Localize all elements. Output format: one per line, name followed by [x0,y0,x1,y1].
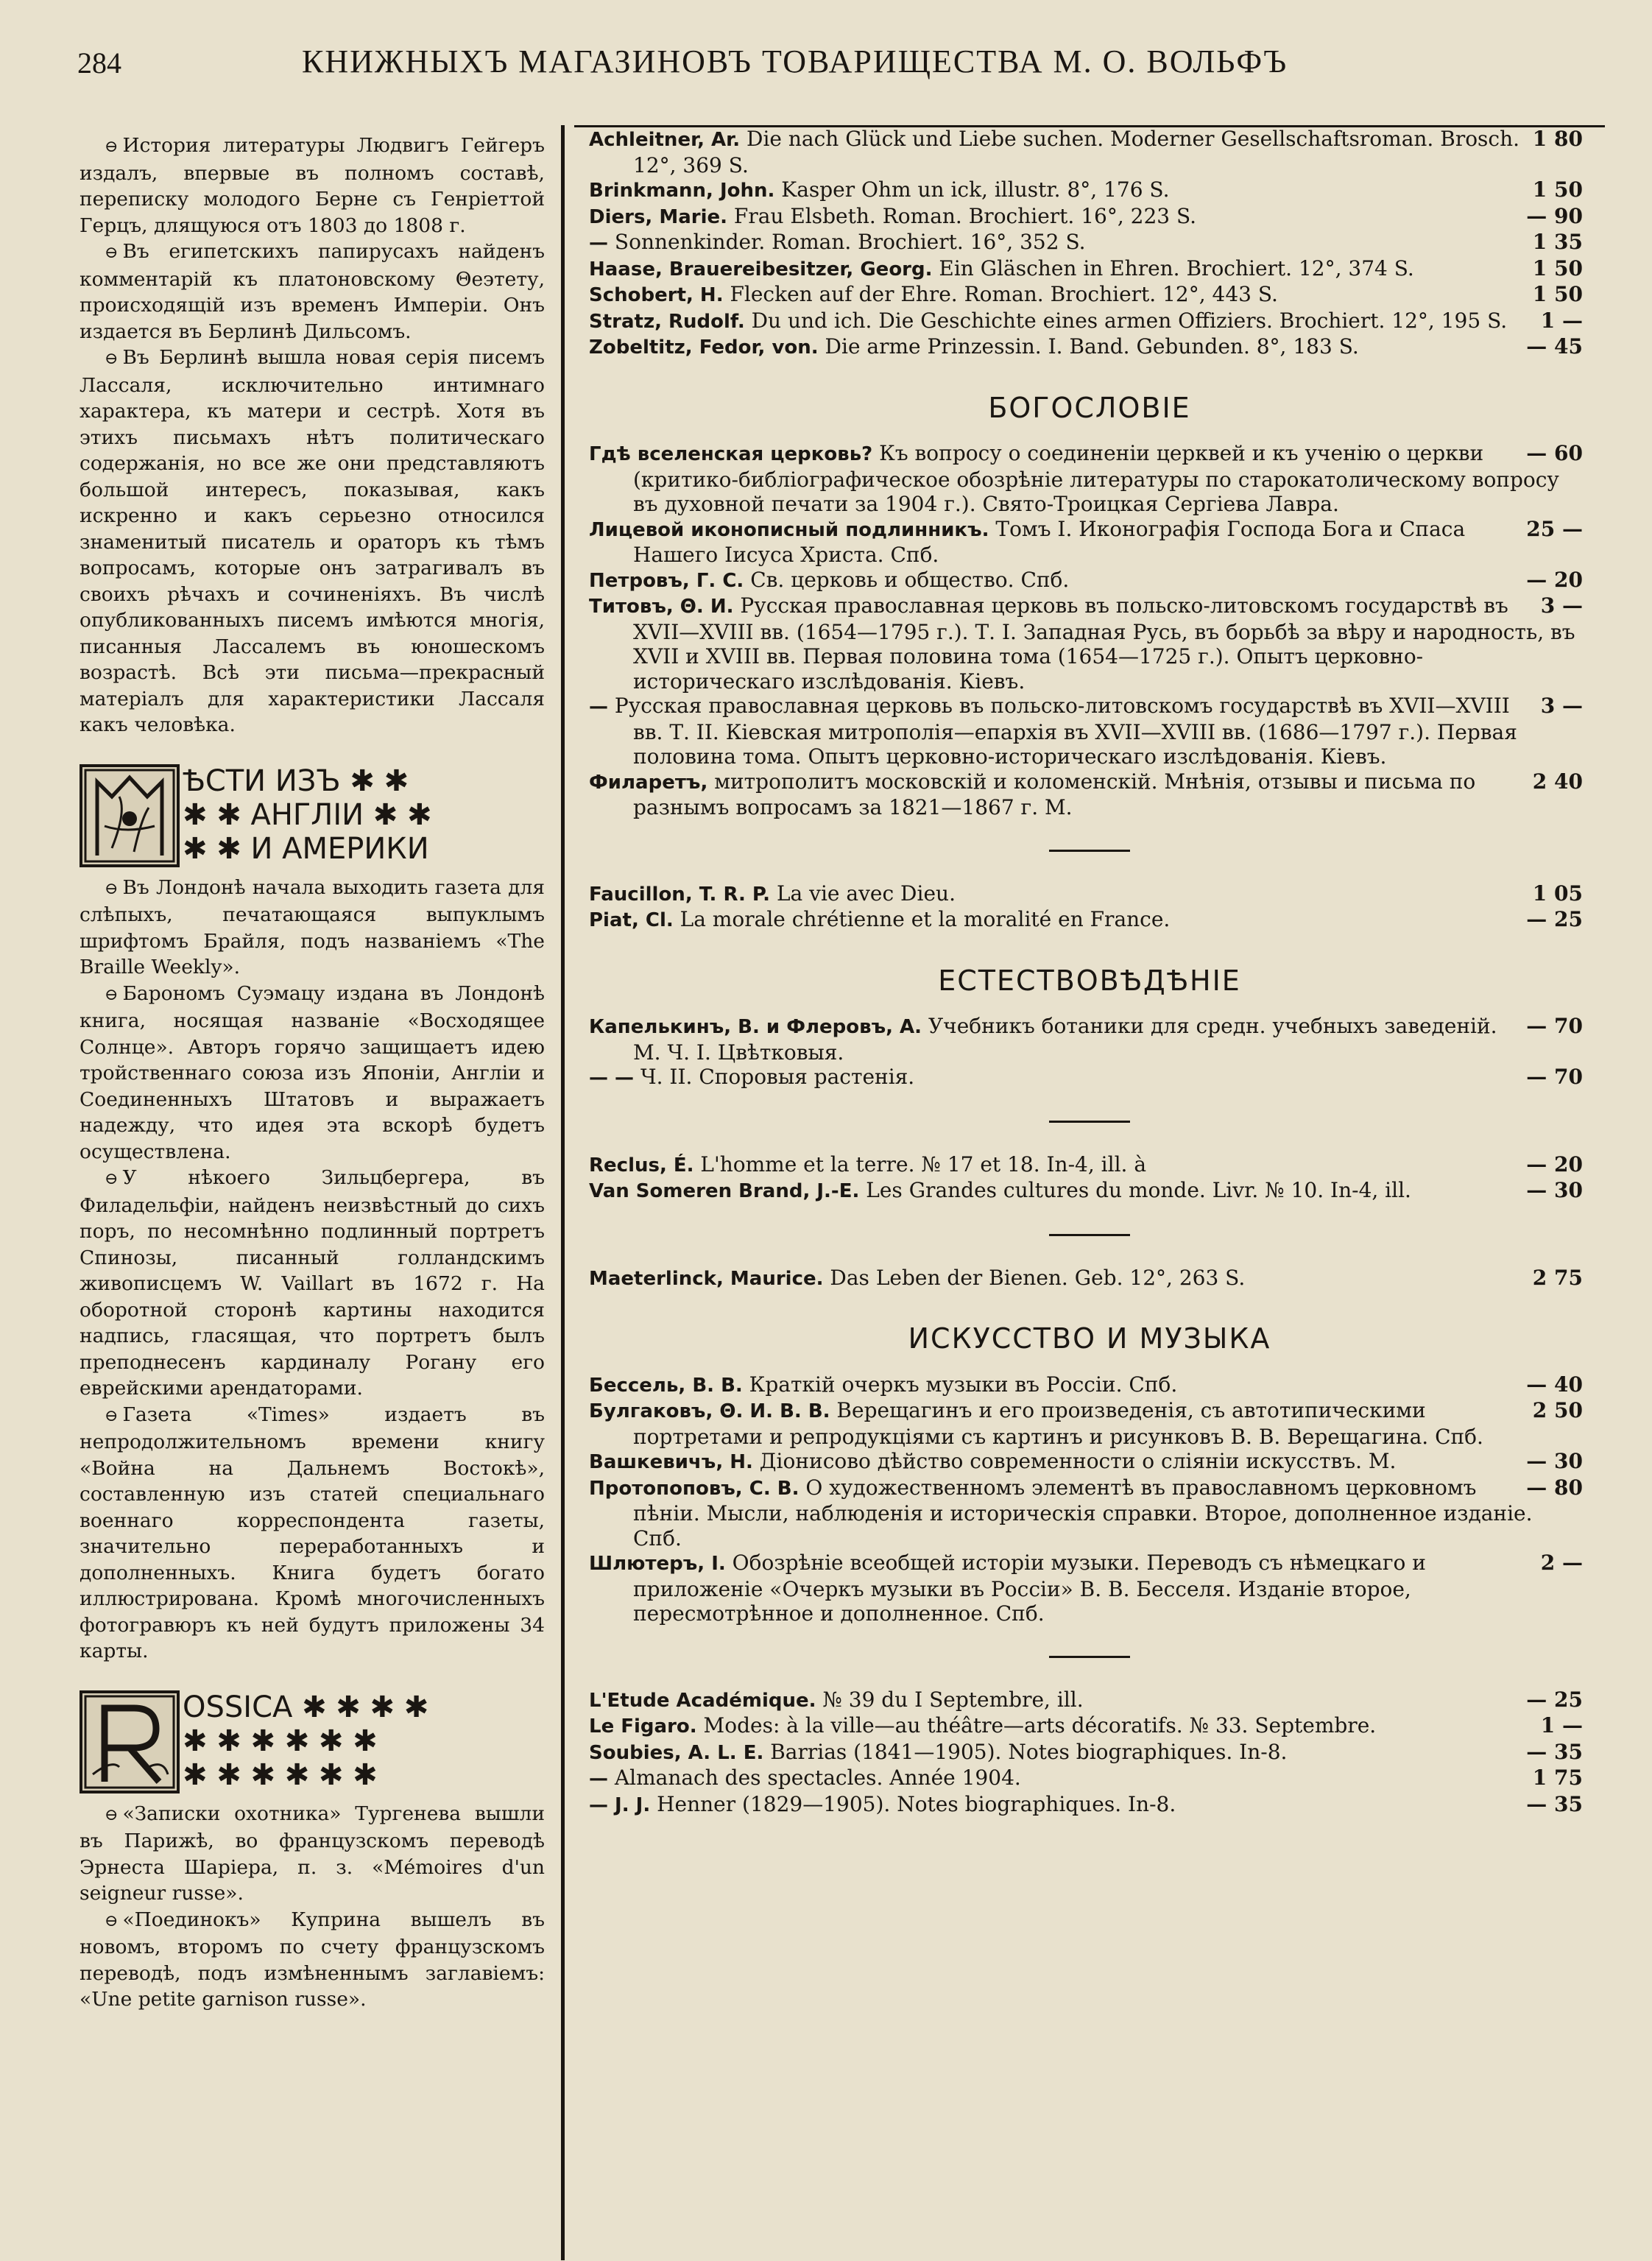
entry-text: Kasper Ohm un ick, illustr. 8°, 176 S. [774,177,1170,202]
entry-price: — 80 [1526,1475,1583,1500]
news-paragraph: ⊖ «Поединокъ» Куприна вышелъ въ новомъ, второмъ по счету французскомъ переводѣ, подъ измѣненнымъ заглавіемъ: «Une petite garnison russe». [80,1908,545,2011]
entry-text: Das Leben der Bienen. Geb. 12°, 263 S. [823,1265,1246,1290]
entry-author: Van Someren Brand, J.-E. [589,1180,860,1202]
entry-price: — 20 [1526,1151,1583,1177]
entry-text: Les Grandes cultures du monde. Livr. № 10. In-4, ill. [859,1178,1411,1202]
entry-price: 25 — [1526,516,1583,541]
bullet-icon: ⊖ [105,138,119,156]
catalog-entry [589,1449,1590,1475]
entry-price: — 70 [1526,1065,1583,1089]
catalog-entry [589,127,1590,177]
entry-text: Du und ich. Die Geschichte eines armen Offiziers. Brochiert. 12°, 195 S. [744,308,1508,333]
entry-price: 3 — [1540,694,1583,718]
entry-text: № 39 du I Septembre, ill. [816,1687,1084,1712]
entry-price: — 90 [1526,203,1583,228]
news-paragraph: ⊖ «Записки охотника» Тургенева вышли въ Парижѣ, во французскомъ переводѣ Эрнеста Шаріера, п. з. «Mémoires d'un seigneur russe». [80,1802,545,1905]
entry-price: 1 50 [1532,255,1583,281]
science-list [589,1014,1590,1091]
entry-author: Гдѣ вселенская церковь? [589,443,873,465]
catalog-entry [589,1152,1590,1179]
entry-text: Sonnenkinder. Roman. Brochiert. 16°, 352 S. [608,230,1086,254]
entry-text: Barrias (1841—1905). Notes biographiques. In-8. [763,1739,1288,1764]
entry-text: Henner (1829—1905). Notes biographiques. In-8. [650,1791,1176,1816]
entry-price: 2 — [1540,1551,1583,1575]
entry-text: Русская православная церковь въ польско-литовскомъ государствѣ въ XVII—XVIII вв. Т. II. Кіевская митрополія—епархія въ XVII—XVIII вв. (1686—1797 г.). Первая половина тома. Опытъ церковно-историческаго изслѣдованія. Кіевъ. [608,694,1517,769]
heading-line: ✱ ✱ ✱ ✱ ✱ ✱ [183,1724,378,1758]
catalog-entry [589,517,1590,568]
entry-author: Reclus, É. [589,1154,694,1177]
catalog-entry [589,308,1590,335]
heading-line: ѢСТИ ИЗЪ ✱ ✱ [183,763,409,798]
entry-price: — 35 [1526,1791,1583,1816]
catalog-entry [589,1372,1590,1399]
entry-text: Краткій очеркъ музыки въ Россіи. Спб. [742,1372,1178,1397]
catalog-entry [589,334,1590,361]
entry-price: — 35 [1526,1739,1583,1764]
section-title-art-music: ИСКУССТВО И МУЗЫКА [908,1322,1271,1355]
catalog-entry [589,1740,1590,1766]
entry-price: — 60 [1526,441,1583,465]
news-paragraph: ⊖ Въ Лондонѣ начала выходить газета для слѣпыхъ, печатающаяся выпуклымъ шрифтомъ Брайля, подъ названіемъ «The Braille Weekly». [80,875,545,978]
entry-text: Die arme Prinzessin. I. Band. Gebunden. 8°, 183 S. [818,334,1359,359]
bullet-icon: ⊖ [105,1406,119,1425]
catalog-entry [589,1766,1590,1792]
bullet-icon: ⊖ [105,244,119,262]
entry-price: 1 05 [1532,881,1583,906]
short-rule [1049,1234,1130,1236]
news-paragraph: ⊖ История литературы Людвигъ Гейгеръ издалъ, впервые въ полномъ составѣ, переписку молодого Берне съ Генріеттой Герцъ, длящуюся отъ 1803 до 1808 г. [80,134,545,237]
entry-text: La vie avec Dieu. [770,881,956,906]
entry-text: Ч. II. Споровыя растенія. [634,1065,915,1089]
art-music-list [589,1372,1590,1626]
entry-author: Soubies, A. L. E. [589,1741,764,1764]
entry-price: — 40 [1526,1372,1583,1397]
entry-author: — — [589,1067,635,1089]
bullet-icon: ⊖ [105,985,119,1004]
right-column [589,127,1590,1818]
entry-author: Петровъ, Г. С. [589,569,744,592]
catalog-entry [589,694,1590,769]
entry-price: — 30 [1526,1449,1583,1473]
news-paragraph: ⊖ Барономъ Суэмацу издана въ Лондонѣ книга, носящая названіе «Восходящее Солнце». Авторъ горячо защищаетъ идею тройственнаго союза изъ Японіи, Англіи и Соединенныхъ Штатовъ и выражаетъ надежду, что идея эта вскорѣ будетъ осуществлена. [80,981,545,1163]
catalog-entry [589,256,1590,283]
bullet-icon: ⊖ [105,350,119,368]
entry-author: Лицевой иконописный подлинникъ. [589,518,989,541]
entry-author: Le Figaro. [589,1715,697,1738]
entry-text: Modes: à la ville—au théâtre—arts décoratifs. № 33. Septembre. [696,1713,1377,1738]
entry-author: Титовъ, Θ. И. [589,596,734,618]
theology-french-list [589,881,1590,934]
entry-text: Верещагинъ и его произведенія, съ автотипическими портретами и репродукціями съ картинъ и рисунковъ В. В. Верещагина. Спб. [633,1398,1483,1449]
heading-line: OSSICA ✱ ✱ ✱ ✱ [183,1690,429,1724]
entry-price: 2 75 [1532,1265,1583,1290]
catalog-entry [589,1792,1590,1819]
catalog-entry [589,1266,1590,1292]
entry-author: Diers, Marie. [589,205,728,228]
catalog-entry [589,177,1590,204]
entry-author: Brinkmann, John. [589,180,775,202]
catalog-entry [589,1065,1590,1091]
news-paragraph: ⊖ Въ египетскихъ папирусахъ найденъ комментарій къ платоновскому Θеэтету, происходящій изъ временъ Имперіи. Онъ издается въ Берлинѣ Дильсомъ. [80,240,545,343]
entry-price: — 25 [1526,907,1583,931]
science-german-list [589,1266,1590,1292]
news-paragraph: ⊖ Газета «Times» издаетъ въ непродолжительномъ времени книгу «Война на Дальнемъ Востокѣ», составленную изъ статей специальнаго военнаго корреспондента газеты, значительно переработанныхъ и дополненныхъ. Книга будетъ богато иллюстрирована. Кромѣ многочисленныхъ фотогравюръ къ ней будутъ приложены 34 карты. [80,1403,545,1662]
entry-text: Учебникъ ботаники для средн. учебныхъ заведеній. М. Ч. I. Цвѣтковыя. [633,1014,1497,1065]
catalog-entry [589,282,1590,308]
catalog-entry [589,204,1590,230]
news-paragraph: ⊖ Въ Берлинѣ вышла новая серія писемъ Лассаля, исключительно интимнаго характера, къ матери и сестрѣ. Хотя въ этихъ письмахъ нѣтъ политическаго содержанія, но все же они представляютъ большой интересъ, показывая, какъ искренно и какъ серьезно относился знаменитый писатель и ораторъ къ тѣмъ вопросамъ, которые онъ затрагивалъ въ своихъ рѣчахъ и сочиненіяхъ. Въ числѣ опубликованныхъ писемъ имѣются многія, писанныя Лассалемъ въ юношескомъ возрастѣ. Всѣ эти письма—прекрасный матеріалъ для характеристики Лассаля какъ человѣка. [80,346,545,736]
entry-price: — 25 [1526,1687,1583,1712]
entry-text: О художественномъ элементѣ въ православномъ церковномъ пѣніи. Мысли, наблюденія и историческія справки. Второе, дополненное изданіе. Спб. [633,1475,1533,1551]
catalog-entry [589,230,1590,256]
entry-price: — 20 [1526,567,1583,592]
catalog-entry [589,1551,1590,1626]
entry-author: Капелькинъ, В. и Флеровъ, А. [589,1016,922,1038]
german-novels-list [589,127,1590,361]
entry-text: Frau Elsbeth. Roman. Brochiert. 16°, 223 S. [727,203,1197,228]
entry-author: Протопоповъ, С. В. [589,1477,799,1500]
entry-author: — [589,696,608,718]
left-column [80,133,545,2013]
entry-text: Діонисово дѣйство современности о сліяніи искусствъ. М. [752,1449,1397,1473]
bullet-icon: ⊖ [105,1805,119,1824]
short-rule [1049,1656,1130,1658]
heading-line: ✱ ✱ И АМЕРИКИ [183,831,429,866]
entry-author: — [589,232,608,254]
entry-price: — 70 [1526,1014,1583,1038]
catalog-entry [589,769,1590,820]
entry-text: Ein Gläschen in Ehren. Brochiert. 12°, 374 S. [932,255,1414,281]
catalog-entry [589,441,1590,517]
entry-author: Faucillon, T. R. P. [589,883,771,906]
entry-price: 1 — [1540,1713,1583,1738]
catalog-entry [589,881,1590,908]
catalog-entry [589,1713,1590,1740]
entry-text: La morale chrétienne et la moralité en France. [673,907,1171,931]
entry-author: Haase, Brauereibesitzer, Georg. [589,258,933,281]
entry-text: Almanach des spectacles. Année 1904. [608,1766,1021,1790]
bullet-icon: ⊖ [105,1911,119,1930]
entry-author: — [589,1768,608,1790]
ornamental-initial-icon [80,764,180,867]
entry-price: 3 — [1540,593,1583,618]
entry-author: Шлютеръ, I. [589,1553,726,1575]
page-header [0,0,1652,96]
entry-text: Die nach Glück und Liebe suchen. Moderner Gesellschaftsroman. Brosch. 12°, 369 S. [633,127,1520,177]
entry-author: Zobeltitz, Fedor, von. [589,336,819,359]
entry-author: L'Etude Académique. [589,1689,816,1712]
science-french-list [589,1152,1590,1204]
entry-author: Stratz, Rudolf. [589,310,745,333]
heading-line: ✱ ✱ ✱ ✱ ✱ ✱ [183,1757,378,1792]
heading-line: ✱ ✱ АНГЛІИ ✱ ✱ [183,797,432,832]
catalog-entry [589,1014,1590,1065]
art-french-list [589,1687,1590,1819]
entry-author: Schobert, H. [589,284,724,306]
entry-author: Maeterlinck, Maurice. [589,1267,824,1290]
entry-price: 1 — [1540,308,1583,333]
catalog-entry [589,568,1590,594]
short-rule [1049,1121,1130,1123]
entry-price: — 45 [1526,334,1583,359]
entry-price: 1 50 [1532,177,1583,202]
entry-text: митрополитъ московскій и коломенскій. Мнѣнія, отзывы и письма по разнымъ вопросамъ за 1821—1867 г. М. [633,769,1476,819]
entry-text: Томъ I. Иконографія Господа Бога и Спаса Нашего Іисуса Христа. Спб. [633,516,1466,567]
running-title: КНИЖНЫХЪ МАГАЗИНОВЪ ТОВАРИЩЕСТВА М. О. ВОЛЬФЪ [302,43,1288,80]
entry-price: 1 75 [1532,1766,1583,1790]
bullet-icon: ⊖ [105,879,119,898]
entry-author: — J. J. [589,1793,651,1816]
entry-price: 2 40 [1532,769,1583,794]
bullet-icon: ⊖ [105,1170,119,1188]
entry-text: Flecken auf der Ehre. Roman. Brochiert. 12°, 443 S. [723,282,1278,306]
entry-price: 1 80 [1532,127,1583,151]
entry-author: Филаретъ, [589,771,708,794]
entry-text: Къ вопросу о соединеніи церквей и къ ученію о церкви (критико-библіографическое обозрѣніе литературы по старокатолическому вопросу въ духовной печати за 1904 г.). Свято-Троицкая Сергіева Лавра. [633,441,1559,516]
entry-author: Бессель, В. В. [589,1374,743,1397]
ornamental-initial-r-icon [80,1690,180,1793]
catalog-entry [589,1178,1590,1204]
column-divider [561,125,565,2260]
entry-author: Вашкевичъ, Н. [589,1451,753,1473]
entry-price: — 30 [1526,1178,1583,1202]
entry-author: Булгаковъ, Θ. И. В. В. [589,1400,830,1422]
catalog-entry [589,1687,1590,1714]
section-heading-england-america [80,764,545,867]
entry-text: Св. церковь и общество. Спб. [744,567,1070,592]
entry-author: Piat, Cl. [589,909,674,931]
section-title-theology: БОГОСЛОВІЕ [988,391,1191,424]
entry-price: 1 50 [1532,282,1583,306]
entry-price: 1 35 [1532,230,1583,254]
catalog-entry [589,1398,1590,1449]
section-title-science: ЕСТЕСТВОВѢДѢНІЕ [938,964,1241,997]
entry-text: Обозрѣніе всеобщей исторіи музыки. Переводъ съ нѣмецкаго и приложеніе «Очеркъ музыки въ Россіи» В. В. Бесселя. Изданіе второе, пересмотрѣнное и дополненное. Спб. [633,1551,1426,1626]
news-paragraph: ⊖ У нѣкоего Зильцбергера, въ Филадельфіи, найденъ неизвѣстный до сихъ поръ, по несомнѣнно подлинный портретъ Спинозы, писанный голландскимъ живописцемъ W. Vaillart въ 1672 г. На оборотной сторонѣ картины находится надпись, гласящая, что портретъ былъ преподнесенъ кардиналу Рогану его еврейскими арендаторами. [80,1166,545,1400]
short-rule [1049,850,1130,852]
entry-author: Achleitner, Ar. [589,129,741,151]
catalog-entry [589,1475,1590,1551]
section-heading-rossica [80,1690,545,1793]
catalog-entry [589,907,1590,934]
catalog-entry [589,593,1590,694]
entry-text: L'homme et la terre. № 17 et 18. In-4, ill. à [693,1151,1147,1177]
theology-list [589,441,1590,820]
page-number: 284 [77,46,121,80]
entry-text: Русская православная церковь въ польско-литовскомъ государствѣ въ XVII—XVIII вв. (1654—1795 г.). Т. I. Западная Русь, въ борьбѣ за вѣру и народность, въ XVII и XVIII вв. Первая половина тома (1654—1725 г.). Опытъ церковно-историческаго изслѣдованія. Кіевъ. [633,593,1575,694]
entry-price: 2 50 [1532,1398,1583,1422]
